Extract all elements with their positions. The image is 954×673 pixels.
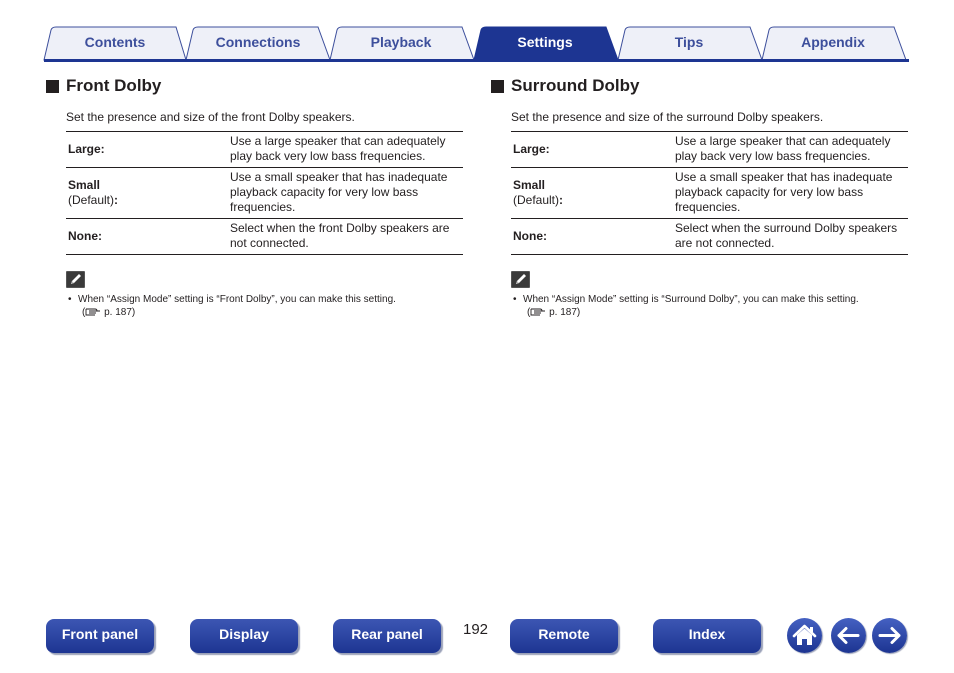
option-key (511, 168, 669, 219)
options-table (511, 131, 908, 255)
option-value: Use a small speaker that has inadequate playback capacity for very low bass frequencies. (224, 168, 463, 219)
option-key-colon: : (559, 192, 564, 207)
section-description: Set the presence and size of the front Dolby speakers. (66, 110, 355, 124)
section-heading (491, 74, 911, 98)
option-value: Use a large speaker that can adequately play back very low bass frequencies. (224, 132, 463, 168)
page-reference[interactable] (78, 307, 135, 318)
note-body: When “Assign Mode” setting is “Front Dolby”, you can make this setting. (78, 294, 396, 305)
option-key: None: (66, 219, 224, 255)
option-key-default: (Default) (68, 192, 115, 207)
tab-settings[interactable]: Settings (517, 34, 573, 50)
option-key: Large: (511, 132, 669, 168)
tab-contents[interactable]: Contents (84, 34, 146, 50)
table-row (66, 219, 463, 255)
table-row (66, 132, 463, 168)
front-panel-button[interactable]: Front panel (46, 619, 154, 653)
option-value: Select when the surround Dolby speakers are not connected. (669, 219, 908, 255)
reference-page: p. 187) (549, 307, 581, 318)
table-row (511, 219, 908, 255)
forward-button[interactable] (872, 618, 907, 653)
surround-dolby-section (491, 74, 911, 319)
pencil-note-icon (66, 271, 85, 288)
pointing-hand-icon (530, 307, 546, 316)
note-body: When “Assign Mode” setting is “Surround Dolby”, you can make this setting. (523, 294, 859, 305)
tab-playback[interactable]: Playback (370, 34, 432, 50)
square-bullet-icon (491, 80, 504, 93)
remote-button[interactable]: Remote (510, 619, 618, 653)
tab-connections[interactable]: Connections (215, 34, 301, 50)
rear-panel-button[interactable]: Rear panel (333, 619, 441, 653)
table-row (66, 168, 463, 219)
reference-page: p. 187) (104, 307, 136, 318)
table-row (511, 132, 908, 168)
option-key-main: Small (68, 177, 101, 192)
section-heading (46, 74, 466, 98)
back-button[interactable] (831, 618, 866, 653)
index-button[interactable]: Index (653, 619, 761, 653)
option-key-main: Small (513, 177, 546, 192)
arrow-left-icon (831, 618, 866, 653)
top-tab-bar (0, 0, 954, 64)
option-key (66, 168, 224, 219)
page-number: 192 (463, 621, 489, 638)
option-value: Use a small speaker that has inadequate playback capacity for very low bass frequencies. (669, 168, 908, 219)
front-dolby-section (46, 74, 466, 319)
note-text (68, 293, 466, 319)
section-title: Surround Dolby (511, 76, 640, 95)
home-icon (787, 618, 822, 653)
arrow-right-icon (872, 618, 907, 653)
option-value: Select when the front Dolby speakers are not connected. (224, 219, 463, 255)
note-text (513, 293, 911, 319)
option-key-colon: : (114, 192, 119, 207)
tab-tips[interactable]: Tips (674, 34, 704, 50)
square-bullet-icon (46, 80, 59, 93)
option-key: Large: (66, 132, 224, 168)
section-title: Front Dolby (66, 76, 162, 95)
option-key-default: (Default) (513, 192, 560, 207)
pointing-hand-icon (85, 307, 101, 316)
reference-open-paren: ( (82, 307, 86, 318)
option-key: None: (511, 219, 669, 255)
section-description: Set the presence and size of the surround Dolby speakers. (511, 110, 824, 124)
note-bullet: • (513, 294, 517, 305)
option-value: Use a large speaker that can adequately play back very low bass frequencies. (669, 132, 908, 168)
home-button[interactable] (787, 618, 822, 653)
reference-open-paren: ( (527, 307, 531, 318)
table-row (511, 168, 908, 219)
pencil-note-icon (511, 271, 530, 288)
page-reference[interactable] (523, 307, 580, 318)
options-table (66, 131, 463, 255)
tab-shapes (0, 0, 954, 64)
note-bullet: • (68, 294, 72, 305)
tab-appendix[interactable]: Appendix (801, 34, 865, 50)
display-button[interactable]: Display (190, 619, 298, 653)
